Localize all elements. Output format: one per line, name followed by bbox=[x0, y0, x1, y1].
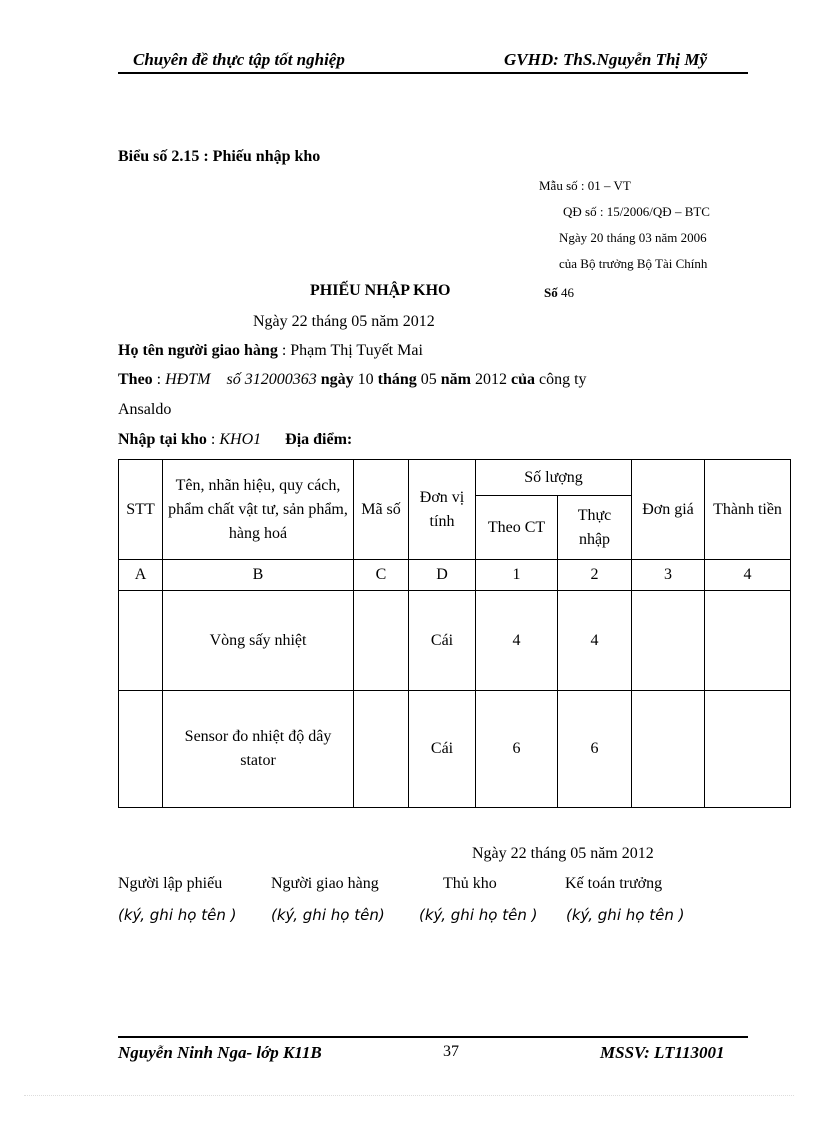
warehouse-value: KHO1 bbox=[219, 431, 262, 448]
basis-label: Theo bbox=[118, 371, 153, 388]
code-a: A bbox=[119, 560, 163, 591]
th-name: Tên, nhãn hiệu, quy cách, phẩm chất vật tư, sản phẩm, hàng hoá bbox=[163, 460, 354, 560]
template-date: Ngày 20 tháng 03 năm 2006 bbox=[559, 230, 707, 245]
sig-note-chief-accountant: (ký, ghi họ tên ) bbox=[566, 906, 685, 924]
location-label: Địa điểm: bbox=[285, 431, 353, 448]
basis-month-label: tháng bbox=[377, 371, 417, 388]
code-b: B bbox=[163, 560, 354, 591]
sig-note-preparer: (ký, ghi họ tên ) bbox=[118, 906, 237, 924]
template-issuer: của Bộ trưởng Bộ Tài Chính bbox=[559, 256, 708, 271]
deliverer-line bbox=[118, 342, 423, 360]
basis-sep: : bbox=[152, 371, 166, 388]
sig-role-deliverer: Người giao hàng bbox=[271, 875, 379, 892]
deliverer-sep: : bbox=[277, 342, 291, 359]
header-right: GVHD: ThS.Nguyễn Thị Mỹ bbox=[504, 50, 708, 69]
th-qty-actual: Thực nhập bbox=[558, 496, 632, 560]
deliverer-label: Họ tên người giao hàng bbox=[118, 342, 278, 359]
th-quantity: Số lượng bbox=[476, 460, 632, 496]
sig-role-preparer: Người lập phiếu bbox=[118, 875, 223, 892]
th-code: Mã số bbox=[354, 460, 409, 560]
code-1: 1 bbox=[476, 560, 558, 591]
sign-date: Ngày 22 tháng 05 năm 2012 bbox=[472, 845, 654, 862]
cell-stt bbox=[119, 591, 163, 691]
th-amount: Thành tiền bbox=[705, 460, 791, 560]
basis-day: 10 bbox=[357, 371, 374, 388]
cell-name: Vòng sấy nhiệt bbox=[163, 591, 354, 691]
cell-qty-doc: 4 bbox=[476, 591, 558, 691]
th-stt: STT bbox=[119, 460, 163, 560]
warehouse-label: Nhập tại kho bbox=[118, 431, 207, 448]
warehouse-line bbox=[118, 431, 352, 449]
table-row bbox=[119, 691, 791, 808]
header-left: Chuyên đề thực tập tốt nghiệp bbox=[133, 50, 345, 69]
basis-line bbox=[118, 371, 587, 389]
template-decision: QĐ số : 15/2006/QĐ – BTC bbox=[563, 204, 710, 219]
th-price: Đơn giá bbox=[632, 460, 705, 560]
cell-code bbox=[354, 591, 409, 691]
cell-amount bbox=[705, 691, 791, 808]
basis-doc-no: số 312000363 bbox=[226, 371, 317, 388]
deliverer-value: Phạm Thị Tuyết Mai bbox=[290, 342, 423, 359]
sig-role-chief-accountant: Kế toán trưởng bbox=[565, 875, 663, 892]
cell-stt bbox=[119, 691, 163, 808]
code-3: 3 bbox=[632, 560, 705, 591]
sig-note-storekeeper: (ký, ghi họ tên ) bbox=[419, 906, 538, 924]
basis-year-label: năm bbox=[440, 371, 471, 388]
code-c: C bbox=[354, 560, 409, 591]
doc-number-label: Số bbox=[544, 285, 558, 300]
cell-qty-actual: 6 bbox=[558, 691, 632, 808]
basis-of-label: của bbox=[510, 371, 535, 388]
code-4: 4 bbox=[705, 560, 791, 591]
page-number: 37 bbox=[443, 1043, 459, 1060]
basis-month: 05 bbox=[420, 371, 437, 388]
date-line: Ngày 22 tháng 05 năm 2012 bbox=[253, 313, 435, 330]
cell-price bbox=[632, 591, 705, 691]
cell-amount bbox=[705, 591, 791, 691]
footer-rule bbox=[118, 1036, 748, 1038]
header-rule bbox=[118, 72, 748, 74]
table-code-row bbox=[119, 560, 791, 591]
cell-unit: Cái bbox=[409, 691, 476, 808]
basis-company: công ty bbox=[538, 371, 587, 388]
doc-number-value: 46 bbox=[560, 285, 574, 300]
page-edge bbox=[24, 1095, 794, 1096]
cell-code bbox=[354, 691, 409, 808]
code-d: D bbox=[409, 560, 476, 591]
table-header-row-1 bbox=[119, 460, 791, 496]
page-title: PHIẾU NHẬP KHO bbox=[310, 282, 451, 299]
basis-doc-type: HĐTM bbox=[165, 371, 211, 388]
warehouse-sep: : bbox=[206, 431, 220, 448]
basis-date-label: ngày bbox=[320, 371, 354, 388]
doc-number bbox=[544, 285, 574, 301]
basis-year: 2012 bbox=[474, 371, 507, 388]
footer-student-id: MSSV: LT113001 bbox=[600, 1043, 725, 1062]
caption: Biểu số 2.15 : Phiếu nhập kho bbox=[118, 148, 321, 165]
sig-role-storekeeper: Thủ kho bbox=[443, 875, 497, 892]
receipt-table bbox=[118, 459, 791, 808]
code-2: 2 bbox=[558, 560, 632, 591]
cell-price bbox=[632, 691, 705, 808]
footer-author: Nguyễn Ninh Nga- lớp K11B bbox=[118, 1043, 322, 1062]
cell-name: Sensor đo nhiệt độ dây stator bbox=[163, 691, 354, 808]
th-unit: Đơn vị tính bbox=[409, 460, 476, 560]
sig-note-deliverer: (ký, ghi họ tên) bbox=[271, 906, 385, 924]
cell-qty-doc: 6 bbox=[476, 691, 558, 808]
basis-company-cont: Ansaldo bbox=[118, 401, 172, 418]
template-form-no: Mẫu số : 01 – VT bbox=[539, 178, 631, 193]
cell-qty-actual: 4 bbox=[558, 591, 632, 691]
cell-unit: Cái bbox=[409, 591, 476, 691]
th-qty-doc: Theo CT bbox=[476, 496, 558, 560]
table-row bbox=[119, 591, 791, 691]
